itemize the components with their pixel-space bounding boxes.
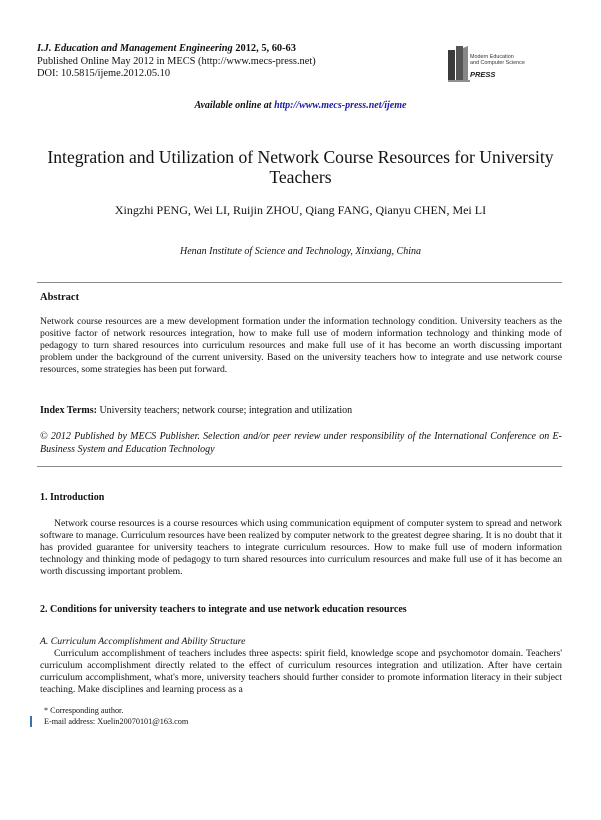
footnote-email: E-mail address: Xuelin20070101@163.com [44,716,189,726]
doi-line: DOI: 10.5815/ijeme.2012.05.10 [37,68,171,79]
divider-top [37,282,562,283]
footnote [44,706,188,727]
change-marker [30,716,32,727]
index-terms [40,405,562,417]
published-line: Published Online May 2012 in MECS (http://www.mecs-press.net) [37,55,316,67]
logo-text-line2: and Computer Science [470,60,525,66]
logo-text-line1: Modern Education [470,54,514,60]
publisher-logo-text [470,54,525,66]
journal-header [37,43,316,81]
abstract-text: Network course resources are a mew development formation under the information technology condition. University teachers as the positive factor of network resources integration, how to make full use of modern information technology and thinking mode of pedagogy to turn shared resources into curriculum resources and make full use of it has become an worth discussing important problem under the background of the current university. Based on the university teachers how to integrate and use network course resources, some strategies has been put forward. [40,316,562,375]
section1-text: Network course resources is a course resources which using communication equipment of computer system to spread and network software to manage. Curriculum resources have been realized by computer network to the greatest degree sharing. It is no doubt that it has provided guarantee for university teachers to integrate curriculum resources. How to make full use of modern information technology and thinking mode of pedagogy to turn shared resources into curriculum resources and make full use of it has become an worth discussing important problem. [40,518,562,577]
logo-press: PRESS [470,70,496,79]
section1-heading: 1. Introduction [40,492,105,503]
index-terms-label: Index Terms: [40,405,97,416]
abstract-heading: Abstract [40,292,80,303]
authors: Xingzhi PENG, Wei LI, Ruijin ZHOU, Qiang FANG, Qianyu CHEN, Mei LI [114,203,487,217]
journal-name: I.J. Education and Management Engineering [37,43,233,54]
section2-subheading: A. Curriculum Accomplishment and Ability Structure [40,636,246,647]
copyright-notice: © 2012 Published by MECS Publisher. Selection and/or peer review under responsibility of the International Conference on E-Business System and Education Technology [40,431,562,455]
section2-text: Curriculum accomplishment of teachers includes three aspects: spirit field, knowledge scope and psychomotor domain. Teachers' curriculum accomplishment directly related to the effect of curriculum resources integration and utilization. After have certain curriculum accomplishment, what's more, university teachers should further consider to promote information literacy in their subject teaching. Make disciplines and learning process as a [40,648,562,695]
affiliation: Henan Institute of Science and Technology, Xinxiang, China [180,246,421,257]
paper-title: Integration and Utilization of Network Course Resources for University Teachers [47,147,554,187]
journal-line [37,43,316,56]
journal-volume: 2012, 5, 60-63 [235,43,296,54]
available-online [0,100,601,111]
journal-url-link[interactable]: http://www.mecs-press.net/ijeme [274,100,407,111]
index-terms-text: University teachers; network course; integration and utilization [96,405,353,416]
section2-heading: 2. Conditions for university teachers to integrate and use network education resources [40,604,407,615]
available-prefix: Available online at [194,100,275,111]
footnote-corresponding: * Corresponding author. [44,706,124,715]
divider-bottom [37,466,562,467]
